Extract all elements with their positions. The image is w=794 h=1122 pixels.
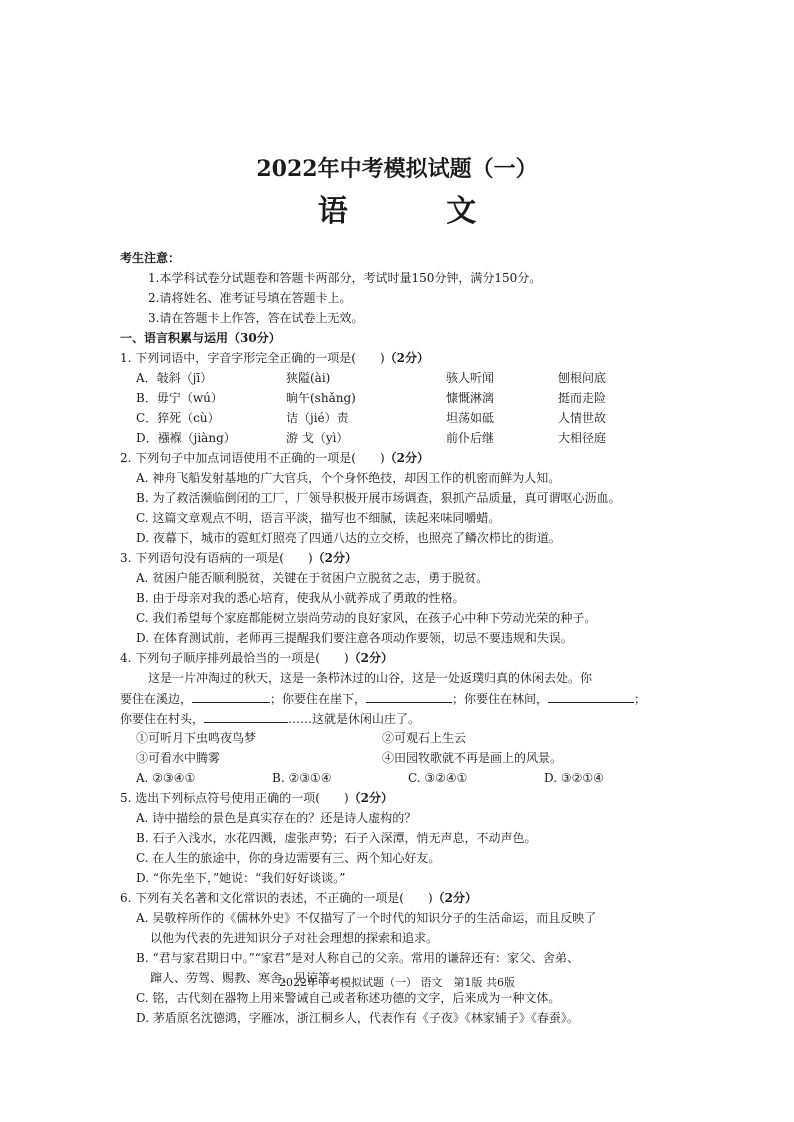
answer-blank — [204, 708, 288, 723]
q6-option-a: A. 吴敬梓所作的《儒林外史》不仅描写了一个时代的知识分子的生活命运，而且反映了 — [136, 911, 597, 925]
exam-content — [120, 248, 680, 1028]
q2-option-c: C. 这篇文章观点不明，语言平淡，描写也不细腻，读起来味同嚼蜡。 — [136, 511, 501, 525]
q1-option-b: B．毋宁（wú） 晌午(shǎng) 慷慨淋漓 挺而走险 — [136, 391, 607, 405]
question-3-stem: 3. 下列语句没有语病的一项是( )（2分） — [120, 551, 357, 565]
q4-item-row: ①可听月下虫鸣夜鸟梦 ②可观石上生云 — [136, 731, 467, 745]
q6-option-b-cont: 蹿人、劳驾、赐教、寒舍、见谅等。 — [150, 971, 343, 985]
q5-option-c: C. 在人生的旅途中，你的身边需要有三、两个知心好友。 — [136, 851, 441, 865]
q6-option-d: D. 茅盾原名沈德鸿，字雁冰，浙江桐乡人，代表作有《子夜》《林家铺子》《春蚕》。 — [136, 1011, 579, 1025]
question-5-stem: 5. 选出下列标点符号使用正确的一项( )（2分） — [120, 791, 393, 805]
notice-item: 3.请在答题卡上作答，答在试卷上无效。 — [148, 311, 364, 325]
q6-option-b: B. “君与家君期日中。”“家君”是对人称自己的父亲。常用的谦辞还有：家父、舍弟、 — [136, 951, 579, 965]
question-2-stem: 2. 下列句子中加点词语使用不正确的一项是( )（2分） — [120, 451, 429, 465]
page-footer: 2022年中考模拟试题（一） 语文 第1版 共6版 — [279, 976, 515, 989]
q1-option-c: C．猝死（cù） 诘（jié）责 坦荡如砥 人情世故 — [136, 411, 607, 425]
q1-option-d: D．襁褓（jiàng） 游 戈（yì） 前仆后继 大相径庭 — [136, 431, 607, 445]
q4-passage-line: 要住在溪边， ；你要住在崖下， ；你要住在林间， ； — [120, 688, 680, 708]
q2-option-b: B. 为了救活濒临倒闭的工厂，厂领导积极开展市场调查，狠抓产品质量，真可谓呕心沥血。 — [136, 491, 621, 505]
q1-option-a: A．敧斜（jī） 狭隘(ài) 骇人听闻 刨根问底 — [136, 371, 607, 385]
answer-blank — [192, 688, 270, 703]
section-heading: 一、语言积累与运用（30分） — [120, 331, 281, 345]
q3-option-d: D. 在体育测试前，老师再三提醒我们要注意各项动作要领，切忌不要违规和失误。 — [136, 631, 573, 645]
q5-option-b: B. 石子入浅水，水花四溅，虚张声势；石子入深潭，悄无声息，不动声色。 — [136, 831, 537, 845]
answer-blank — [366, 688, 452, 703]
q4-passage-line: 这是一片冲淘过的秋天，这是一条栉沐过的山谷，这是一处返璞归真的休闲去处。你 — [148, 671, 593, 685]
q3-option-c: C. 我们希望每个家庭都能树立崇尚劳动的良好家风，在孩子心中种下劳动光荣的种子。 — [136, 611, 597, 625]
question-6-stem: 6. 下列有关名著和文化常识的表述，不正确的一项是( )（2分） — [120, 891, 477, 905]
q2-option-a: A. 神舟飞船发射基地的广大官兵，个个身怀绝技，却因工作的机密而鲜为人知。 — [136, 471, 561, 485]
q5-option-a: A. 诗中描绘的景色是真实存在的？还是诗人虚构的？ — [136, 811, 417, 825]
q6-option-a-cont: 以他为代表的先进知识分子对社会理想的探索和追求。 — [150, 931, 439, 945]
q4-answer-row: A. ②③④① B. ②③①④ C. ③②④① D. ③②①④ — [136, 771, 604, 785]
q5-option-d: D. “你先坐下，”她说：“我们好好谈谈。” — [136, 871, 346, 885]
answer-blank — [548, 688, 634, 703]
q4-passage-line: 你要住在村头， ……这就是休闲山庄了。 — [120, 708, 680, 728]
q3-option-b: B. 由于母亲对我的悉心培育，使我从小就养成了勇敢的性格。 — [136, 591, 465, 605]
notice-heading: 考生注意： — [120, 251, 181, 265]
q6-option-c: C. 铭，古代刻在器物上用来警诫自己或者称述功德的文字，后来成为一种文体。 — [136, 991, 561, 1005]
question-1-stem: 1. 下列词语中，字音字形完全正确的一项是( )（2分） — [120, 351, 429, 365]
notice-item: 1.本学科试卷分试题卷和答题卡两部分，考试时量150分钟，满分150分。 — [148, 271, 542, 285]
q4-item-row: ③可看水中腾雾 ④田园牧歌就不再是画上的风景。 — [136, 751, 563, 765]
exam-title: 2022年中考模拟试题（一） — [256, 156, 538, 182]
question-4-stem: 4. 下列句子顺序排列最恰当的一项是( )（2分） — [120, 651, 393, 665]
q2-option-d: D. 夜幕下，城市的霓虹灯照亮了四通八达的立交桥，也照亮了鳞次栉比的街道。 — [136, 531, 561, 545]
q3-option-a: A. 贫困户能否顺利脱贫，关键在于贫困户立脱贫之志，勇于脱贫。 — [136, 571, 489, 585]
subject-title: 语 文 — [317, 194, 521, 229]
notice-item: 2.请将姓名、准考证号填在答题卡上。 — [148, 291, 352, 305]
